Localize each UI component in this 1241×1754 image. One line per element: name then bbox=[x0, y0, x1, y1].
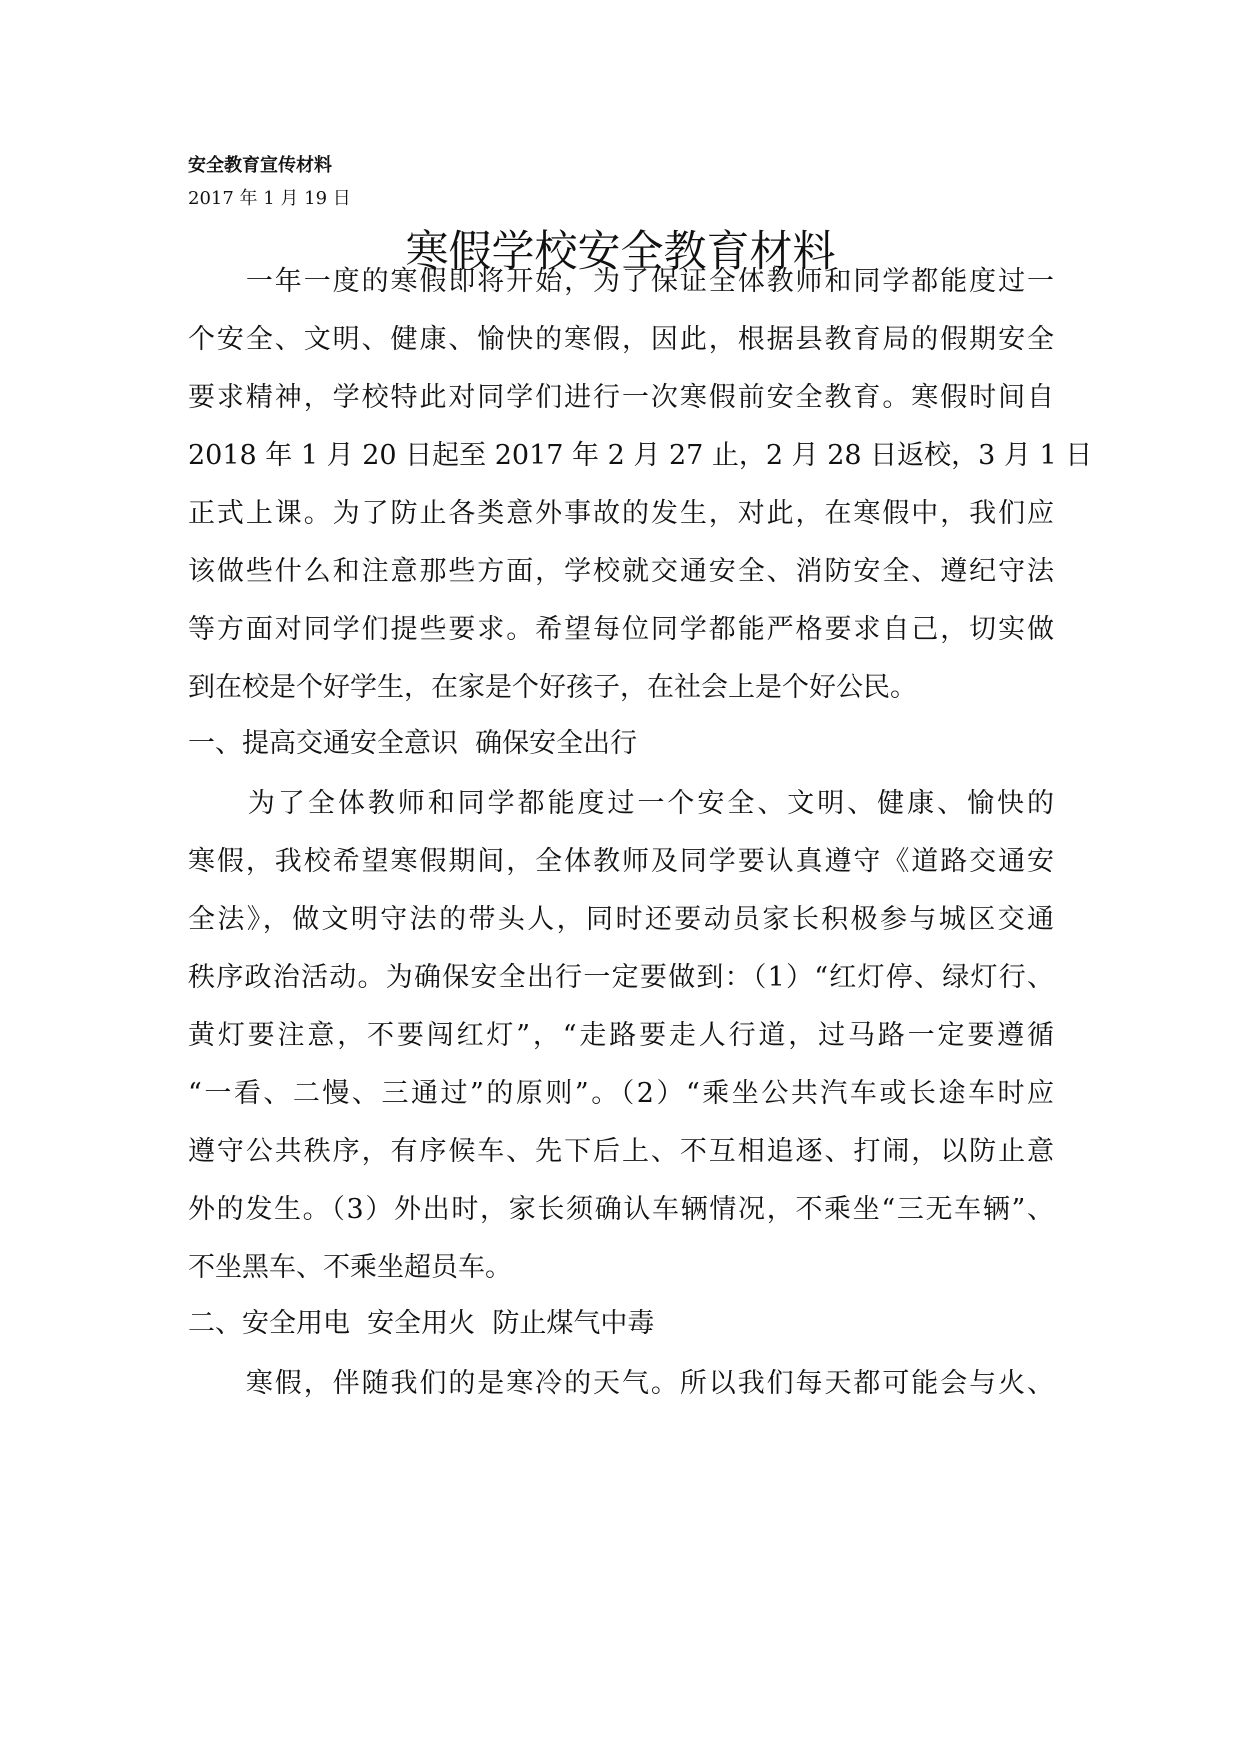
intro-line: 要求精神，学校特此对同学们进行一次寒假前安全教育。寒假时间自 bbox=[188, 382, 1054, 413]
intro-line: 到在校是个好学生，在家是个好孩子，在社会上是个好公民。 bbox=[188, 672, 917, 703]
intro-line: 正式上课。为了防止各类意外事故的发生，对此，在寒假中，我们应 bbox=[188, 498, 1054, 529]
section1-line: 不坐黑车、不乘坐超员车。 bbox=[188, 1252, 512, 1283]
section1-line: 外的发生。（3）外出时，家长须确认车辆情况，不乘坐“三无车辆”、 bbox=[188, 1194, 1054, 1225]
section-heading-traffic: 一、提高交通安全意识 确保安全出行 bbox=[188, 728, 638, 759]
intro-line: 该做些什么和注意那些方面，学校就交通安全、消防安全、遵纪守法 bbox=[188, 556, 1054, 587]
intro-line: 一年一度的寒假即将开始，为了保证全体教师和同学都能度过一 bbox=[188, 266, 1054, 297]
intro-line: 等方面对同学们提些要求。希望每位同学都能严格要求自己，切实做 bbox=[188, 614, 1054, 645]
section1-line: 为了全体教师和同学都能度过一个安全、文明、健康、愉快的 bbox=[188, 788, 1054, 819]
intro-line: 2018 年 1 月 20 日起至 2017 年 2 月 27 止，2 月 28 日返校，3 月 1 日 bbox=[188, 440, 1093, 471]
section1-line: “一看、二慢、三通过”的原则”。（2）“乘坐公共汽车或长途车时应 bbox=[188, 1078, 1054, 1109]
section2-line: 寒假，伴随我们的是寒冷的天气。所以我们每天都可能会与火、 bbox=[188, 1368, 1054, 1399]
section-heading-fire-electric: 二、安全用电 安全用火 防止煤气中毒 bbox=[188, 1308, 655, 1339]
intro-line: 个安全、文明、健康、愉快的寒假，因此，根据县教育局的假期安全 bbox=[188, 324, 1054, 355]
document-title: 寒假学校安全教育材料 bbox=[405, 227, 836, 277]
section1-line: 黄灯要注意，不要闯红灯”，“走路要走人行道，过马路一定要遵循 bbox=[188, 1020, 1054, 1051]
section1-line: 遵守公共秩序，有序候车、先下后上、不互相追逐、打闹，以防止意 bbox=[188, 1136, 1054, 1167]
section1-line: 寒假，我校希望寒假期间，全体教师及同学要认真遵守《道路交通安 bbox=[188, 846, 1054, 877]
document-date: 2017 年 1 月 19 日 bbox=[188, 188, 351, 209]
section1-line: 秩序政治活动。为确保安全出行一定要做到：（1）“红灯停、绿灯行、 bbox=[188, 962, 1054, 993]
section1-line: 全法》，做文明守法的带头人，同时还要动员家长积极参与城区交通 bbox=[188, 904, 1054, 935]
document-label: 安全教育宣传材料 bbox=[188, 155, 332, 176]
